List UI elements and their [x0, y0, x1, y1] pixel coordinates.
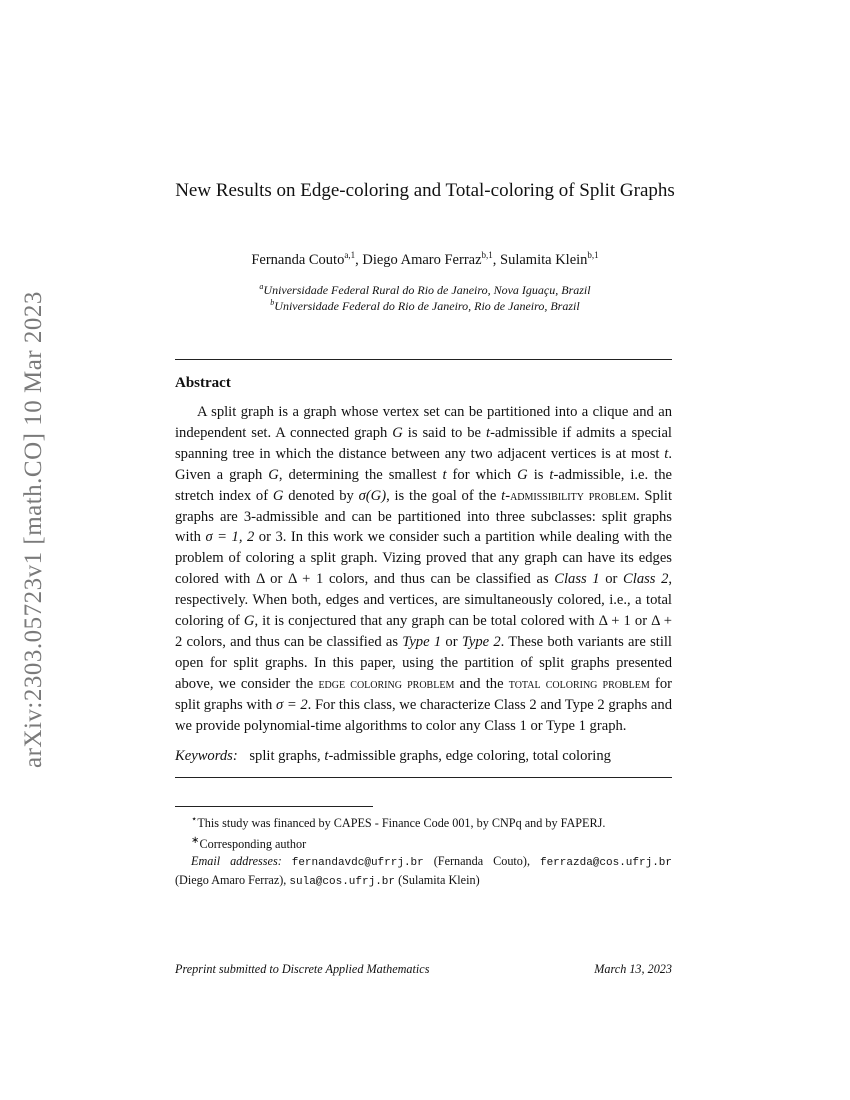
funding-footnote: ⋆This study was financed by CAPES - Finance Code 001, by CNPq and by FAPERJ. — [191, 814, 606, 831]
email-link[interactable]: ferrazda@cos.ufrj.br — [539, 857, 673, 870]
footnotes — [175, 811, 672, 891]
email-link[interactable]: fernandavdc@ufrrj.br — [291, 857, 424, 870]
affiliation-b — [175, 298, 675, 314]
affiliation-mark: b — [270, 298, 275, 307]
abstract-body: A split graph is a graph whose vertex set can be partitioned into a clique and an independent set. A connected graph G is said to be t-admissible if admits a special spanning tree in which the distance between any two adjacent vertices is at most t. Given a graph G, determining the smallest t for which G is t-admissible, i.e. the stretch index of G denoted by σ(G), is the goal of the t-admissibility problem. Split graphs are 3-admissible and can be partitioned into three subclasses: split graphs with σ = 1, 2 or 3. In this work we consider such a partition while dealing with the problem of coloring a split graph. Vizing proved that any graph can have its edges colored with Δ or Δ + 1 colors, and thus can be classified as Class 1 or Class 2, respectively. When both, edges and vertices, are simultaneously colored, i.e., a total coloring of G, it is conjectured that any graph can be total colored with Δ + 1 or Δ + 2 colors, and thus can be classified as Type 1 or Type 2. These both variants are still open for split graphs. In this paper, using the partition of split graphs presented above, we consider the edge coloring problem and the total coloring problem for split graphs with σ = 2. For this class, we characterize Class 2 and Type 2 graphs and we provide polynomial-time algorithms to color any Class 1 or Type 1 graph. — [175, 404, 673, 734]
arxiv-identifier: arXiv:2303.05723v1 [math.CO] 10 Mar 2023 — [20, 291, 47, 769]
email-footnote: Email addresses: fernandavdc@ufrrj.br (Fernanda Couto), ferrazda@cos.ufrj.br (Diego Amaro Ferraz), sula@cos.ufrj.br (Sulamita Klein) — [175, 854, 673, 889]
author-superscript: a,1 — [344, 250, 356, 260]
paper-title: New Results on Edge-coloring and Total-coloring of Split Graphs — [175, 180, 675, 201]
author-list: Fernanda Couto$^{a,1}$, Diego Amaro Ferraz$^{b,1}$, Sulamita Klein$^{b,1}$ — [251, 250, 599, 268]
abstract-heading: Abstract — [175, 375, 231, 391]
author-superscript: b,1 — [587, 250, 599, 260]
corresponding-footnote: ∗Corresponding author — [191, 835, 307, 852]
top-rule — [175, 359, 672, 360]
affiliation-mark: a — [259, 282, 264, 291]
keywords-label: Keywords: — [175, 748, 238, 764]
affiliation-text: Universidade Federal do Rio de Janeiro, Rio de Janeiro, Brazil — [274, 299, 580, 313]
bottom-rule — [175, 777, 672, 778]
email-link[interactable]: sula@cos.ufrj.br — [289, 876, 396, 889]
email-label: Email addresses: — [191, 854, 282, 869]
footnote-rule — [175, 806, 373, 807]
author-name: Sulamita Klein — [500, 251, 588, 268]
author-name: Fernanda Couto — [251, 251, 345, 268]
author-superscript: b,1 — [481, 250, 493, 260]
preprint-note: Preprint submitted to Discrete Applied Mathematics — [175, 962, 430, 976]
keywords: Keywords: split graphs, t-admissible graphs, edge coloring, total coloring — [175, 748, 611, 764]
author-name: Diego Amaro Ferraz — [362, 251, 482, 268]
preprint-date: March 13, 2023 — [594, 962, 672, 976]
affiliation-a — [175, 282, 675, 298]
affiliation-text: Universidade Federal Rural do Rio de Janeiro, Nova Iguaçu, Brazil — [263, 283, 591, 297]
